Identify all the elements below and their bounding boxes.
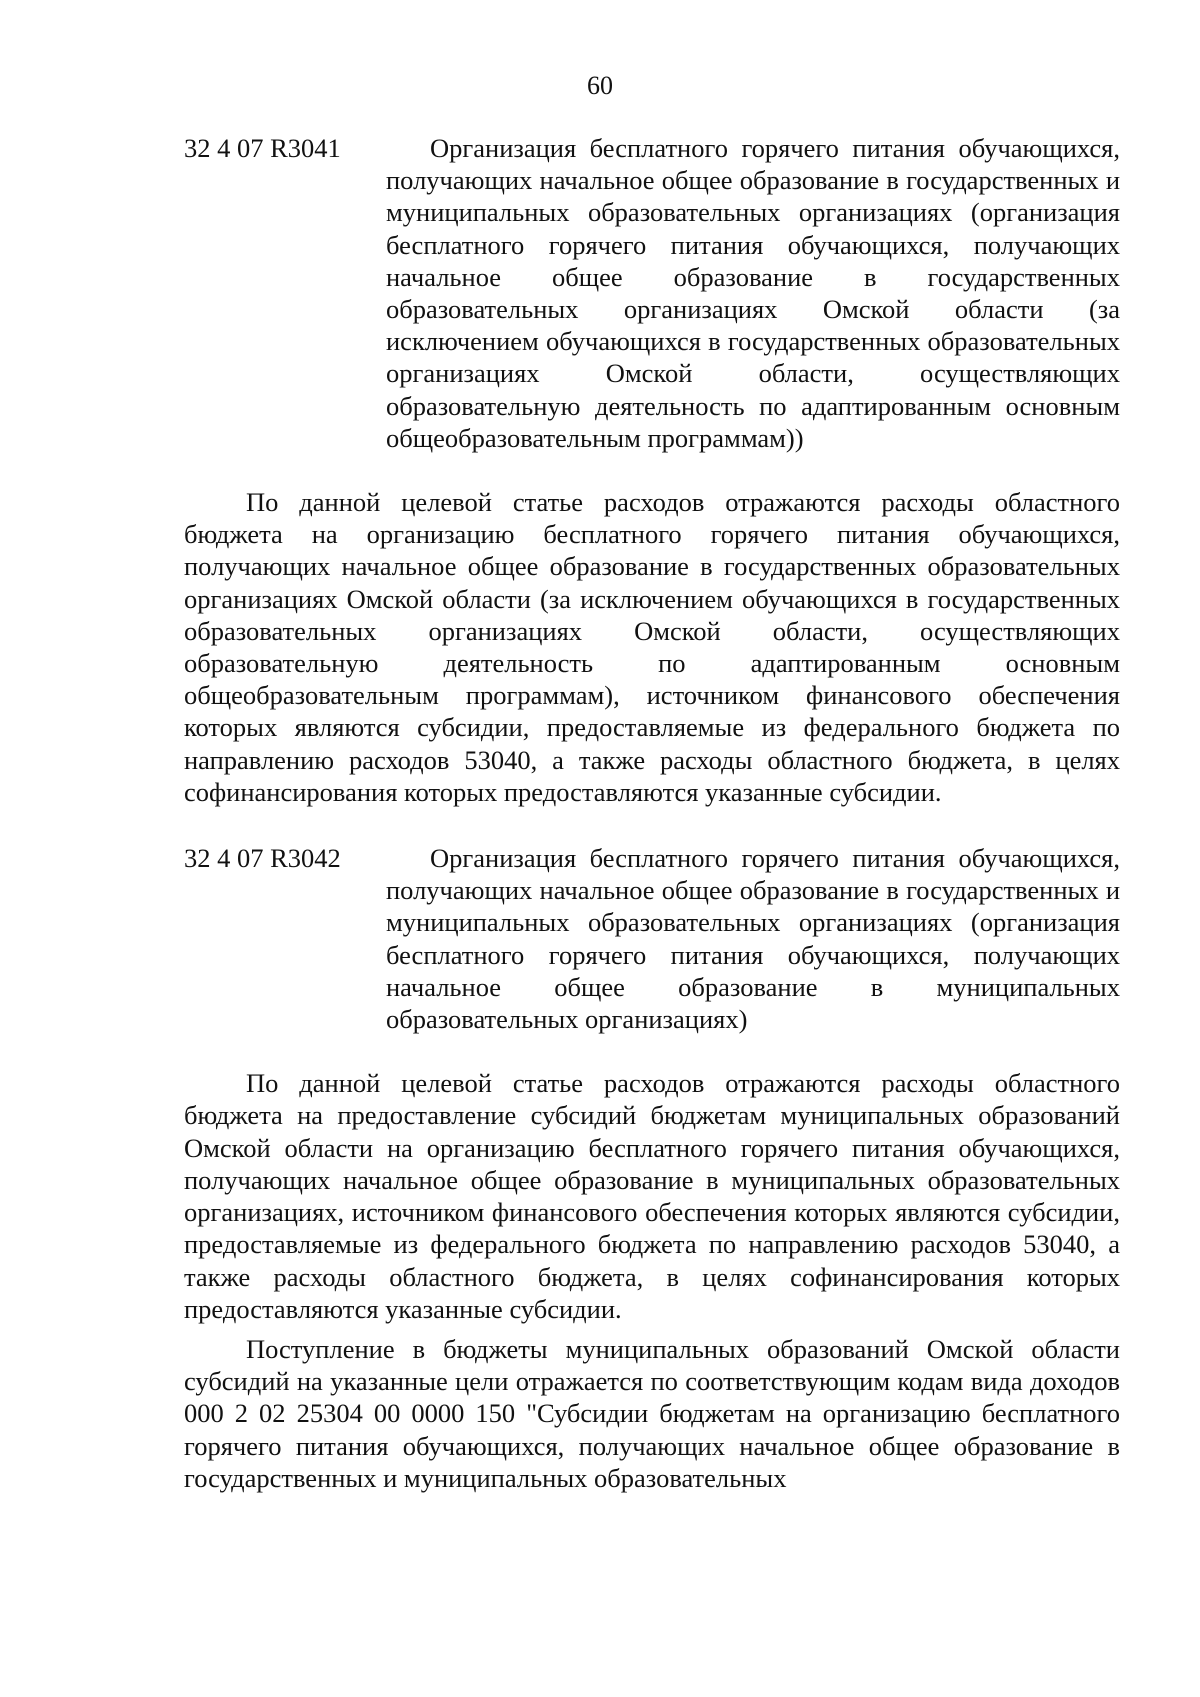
entry-description: По данной целевой статье расходов отражаются расходы областного бюджета на предоставление субсидий бюджетам муниципальных образований Омской области на организацию бесплатного горячего питания обучающихся, получающих начальное общее образование в муниципальных образовательных организациях, источником финансового обеспечения которых являются субсидии, предоставляемые из федерального бюджета по направлению расходов 53040, а также расходы областного бюджета, в целях софинансирования которых предоставляются указанные субсидии. (184, 1068, 1120, 1324)
entry-description: По данной целевой статье расходов отражаются расходы областного бюджета на организацию бесплатного горячего питания обучающихся, получающих начальное общее образование в государственных образовательных организациях Омской области (за исключением обучающихся в государственных образовательных организациях Омской области, осуществляющих образовательную деятельность по адаптированным основным общеобразовательным программам), источником финансового обеспечения которых являются субсидии, предоставляемые из федерального бюджета по направлению расходов 53040, а также расходы областного бюджета, в целях софинансирования которых предоставляются указанные субсидии. (184, 487, 1120, 807)
entry-title: Организация бесплатного горячего питания обучающихся, получающих начальное общее образование в государственных и муниципальных образовательных организациях (организация бесплатного горячего питания обучающихся, получающих начальное общее образование в государственных образовательных организациях Омской области (за исключением обучающихся в государственных образовательных организациях Омской области, осуществляющих образовательную деятельность по адаптированным основным общеобразовательным программам)) (386, 133, 1120, 453)
page-number: 60 (587, 71, 613, 100)
budget-entry-r3041 (184, 132, 1120, 454)
document-body (184, 132, 1120, 1494)
budget-entry-r3042 (184, 842, 1120, 1035)
entry-title: Организация бесплатного горячего питания обучающихся, получающих начальное общее образование в государственных и муниципальных образовательных организациях (организация бесплатного горячего питания обучающихся, получающих начальное общее образование в муниципальных образовательных организациях) (386, 843, 1120, 1035)
entry-code: 32 4 07 R3042 (184, 843, 341, 874)
revenue-note: Поступление в бюджеты муниципальных образований Омской области субсидий на указанные цели отражается по соответствующим кодам вида доходов 000 2 02 25304 00 0000 150 "Субсидии бюджетам на организацию бесплатного горячего питания обучающихся, получающих начальное общее образование в государственных и муниципальных образовательных (184, 1333, 1120, 1493)
entry-code: 32 4 07 R3041 (184, 133, 341, 163)
